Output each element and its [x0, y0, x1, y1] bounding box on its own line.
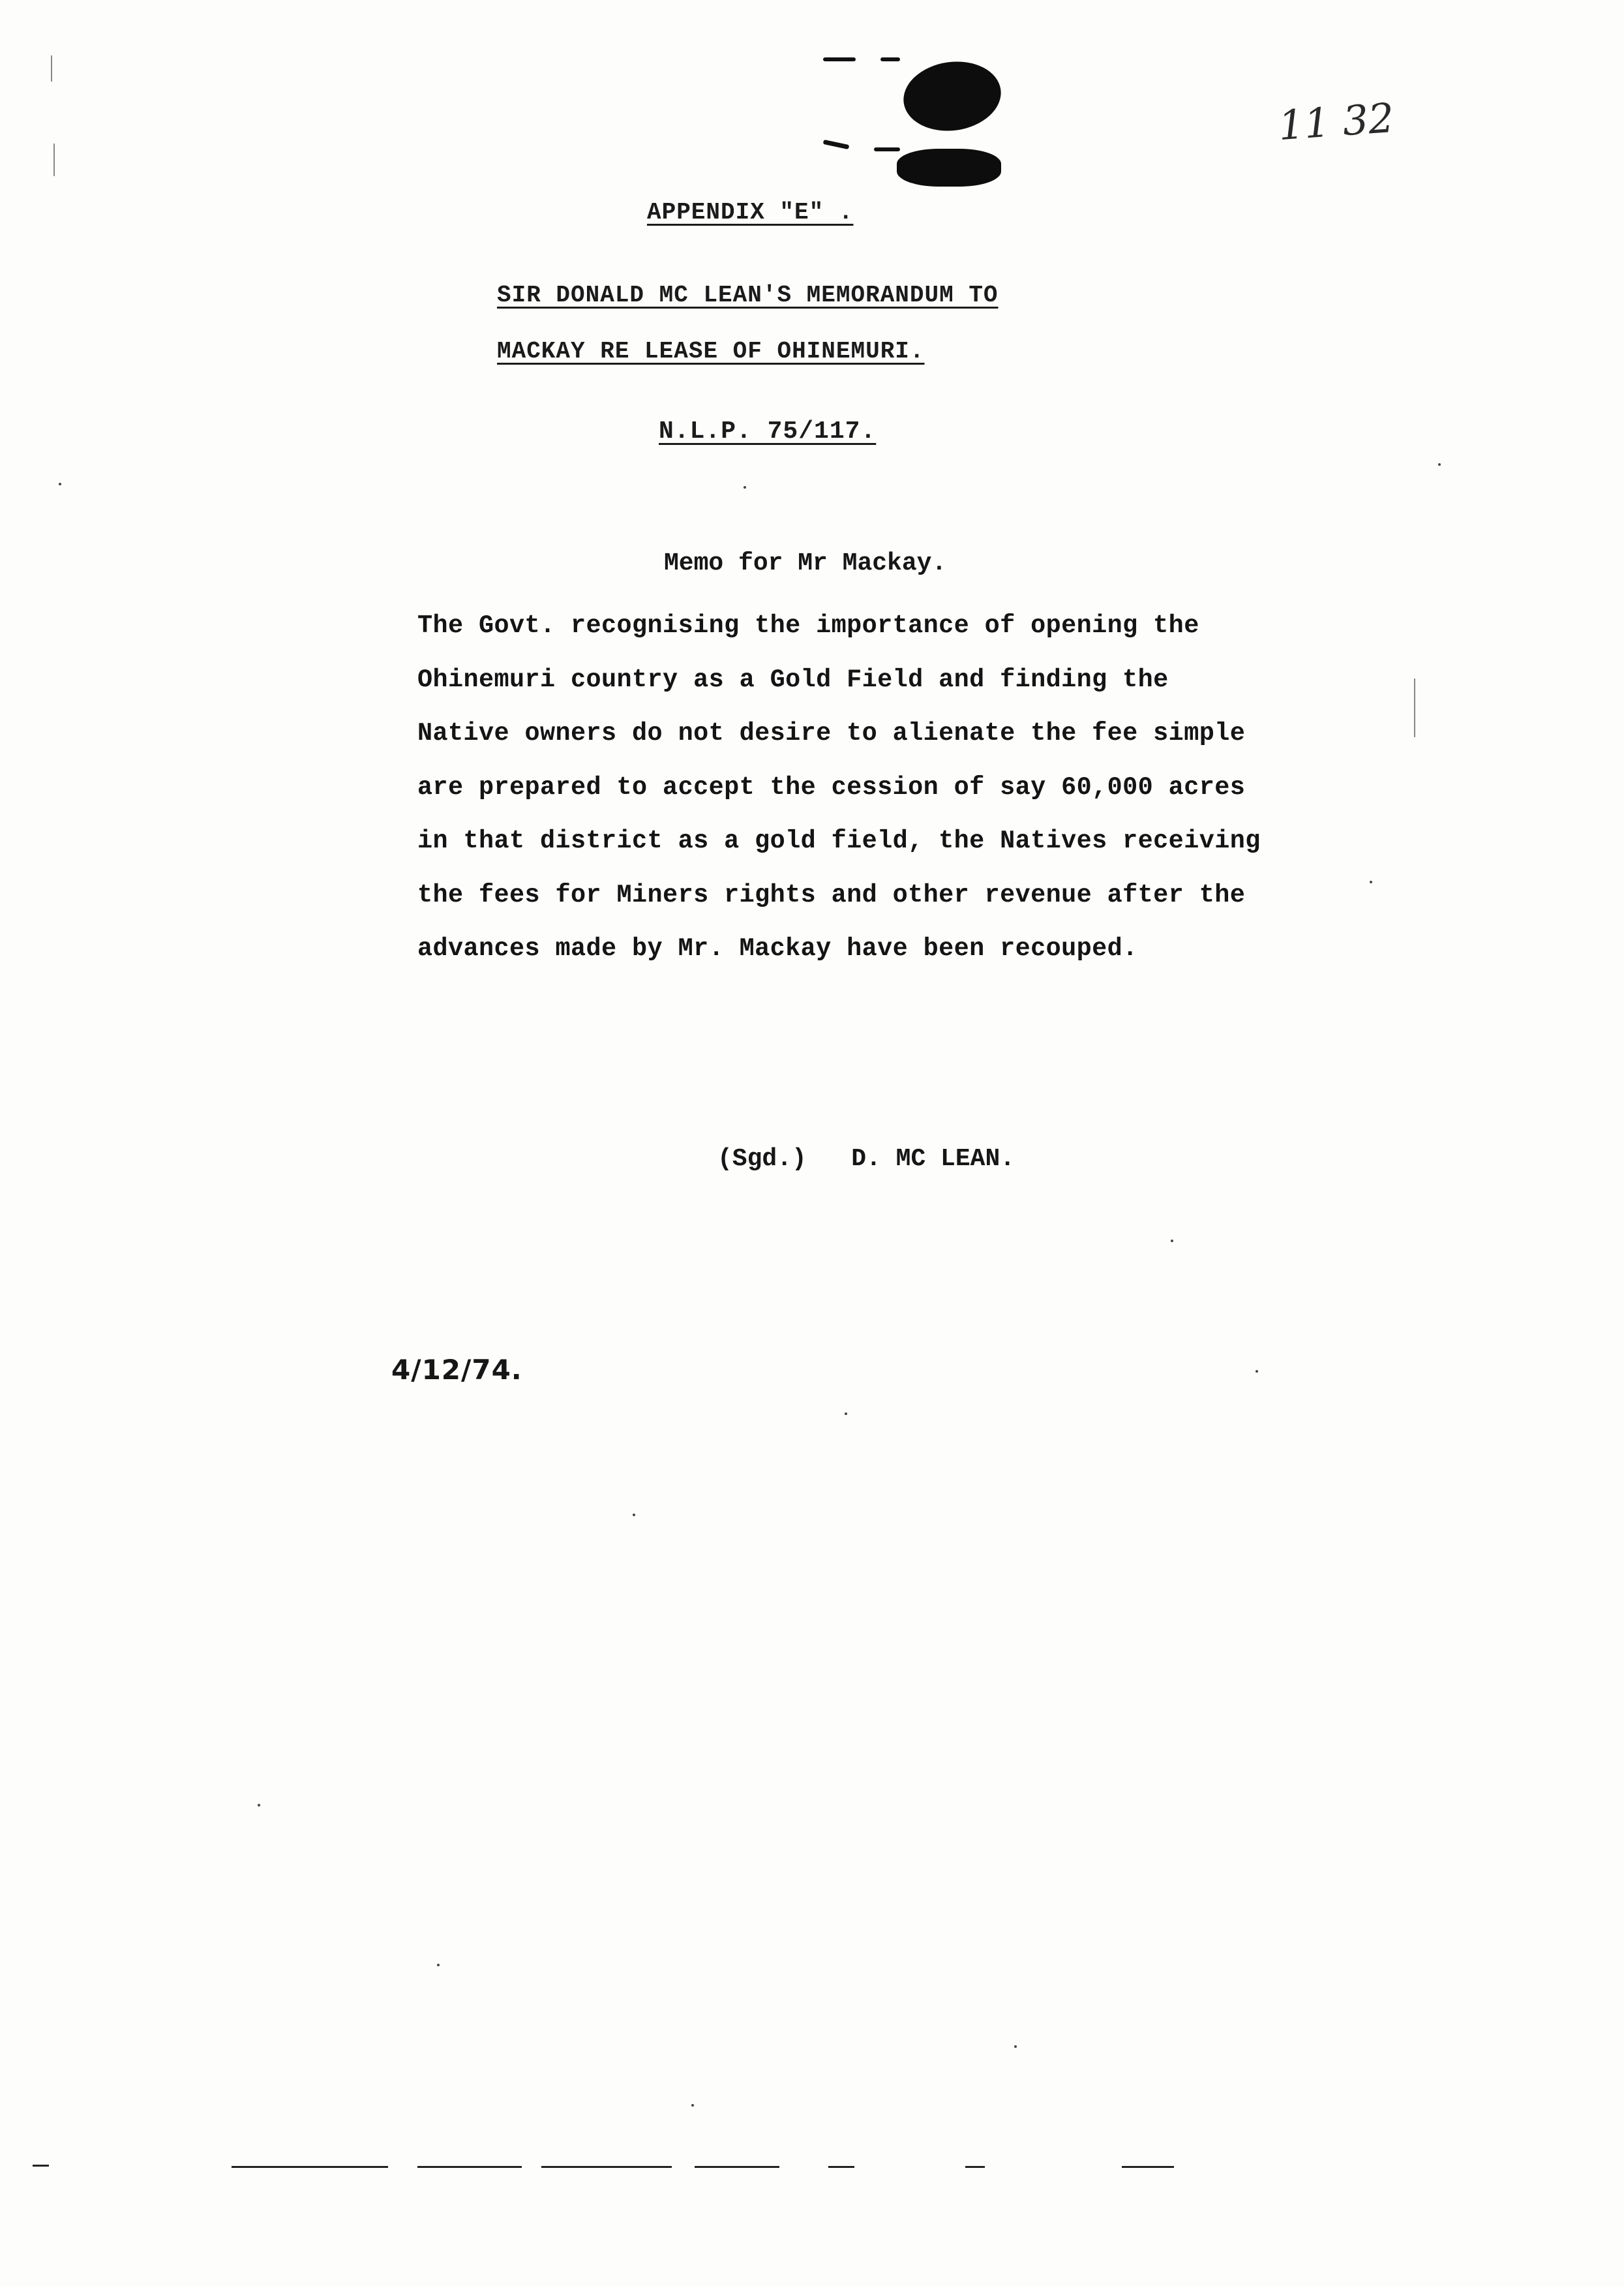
- speck: [691, 2104, 694, 2107]
- body-line: advances made by Mr. Mackay have been recouped.: [417, 934, 1138, 963]
- memo-title: Memo for Mr Mackay.: [664, 549, 947, 577]
- body-line: Ohinemuri country as a Gold Field and finding the: [417, 665, 1169, 694]
- speck: [59, 483, 61, 485]
- signature: (Sgd.) D. MC LEAN.: [717, 1145, 1015, 1173]
- speck: [633, 1514, 635, 1516]
- reference-number: N.L.P. 75/117.: [659, 418, 877, 446]
- body-line: in that district as a gold field, the Natives receiving: [417, 827, 1261, 855]
- bottom-rule-segment: [1122, 2166, 1174, 2168]
- bottom-rule-segment: [417, 2166, 522, 2168]
- bottom-rule-segment: [232, 2166, 388, 2168]
- speck: [437, 1964, 440, 1966]
- speck: [258, 1804, 260, 1806]
- ink-dash-middle: [823, 140, 850, 149]
- speck: [845, 1412, 847, 1415]
- speck: [1256, 1370, 1258, 1373]
- bottom-rule-segment: [965, 2166, 985, 2168]
- speck: [1014, 2045, 1017, 2048]
- bottom-rule-segment: [695, 2166, 779, 2168]
- speck: [744, 486, 746, 489]
- body-line: are prepared to accept the cession of say 60,000 acres: [417, 772, 1246, 802]
- body-line: the fees for Miners rights and other revenue after the: [417, 880, 1246, 909]
- memo-body: [417, 599, 1344, 976]
- ink-blot-large: [899, 55, 1005, 137]
- title-line-1: SIR DONALD MC LEAN'S MEMORANDUM TO: [497, 282, 999, 309]
- bottom-rule-segment: [541, 2166, 672, 2168]
- ink-dash-top-left: [823, 57, 856, 61]
- appendix-heading: APPENDIX "E" .: [647, 199, 854, 226]
- memo-date: 4/12/74.: [391, 1354, 522, 1386]
- ink-dash-middle-2: [874, 147, 900, 151]
- bottom-rule-segment: [33, 2165, 49, 2167]
- ink-blot-lower: [897, 149, 1001, 187]
- margin-mark: [53, 144, 55, 176]
- bottom-rule-segment: [828, 2166, 854, 2168]
- margin-mark: [51, 55, 52, 82]
- margin-mark: [1414, 678, 1415, 737]
- body-line: The Govt. recognising the importance of opening the: [417, 611, 1199, 640]
- folio-number: 11 32: [1276, 93, 1396, 150]
- ink-dash-top-right: [880, 57, 900, 61]
- speck: [1438, 463, 1441, 466]
- title-line-2: MACKAY RE LEASE OF OHINEMURI.: [497, 338, 925, 365]
- speck: [1171, 1240, 1173, 1242]
- body-line: Native owners do not desire to alienate the fee simple: [417, 719, 1246, 748]
- speck: [1370, 881, 1372, 883]
